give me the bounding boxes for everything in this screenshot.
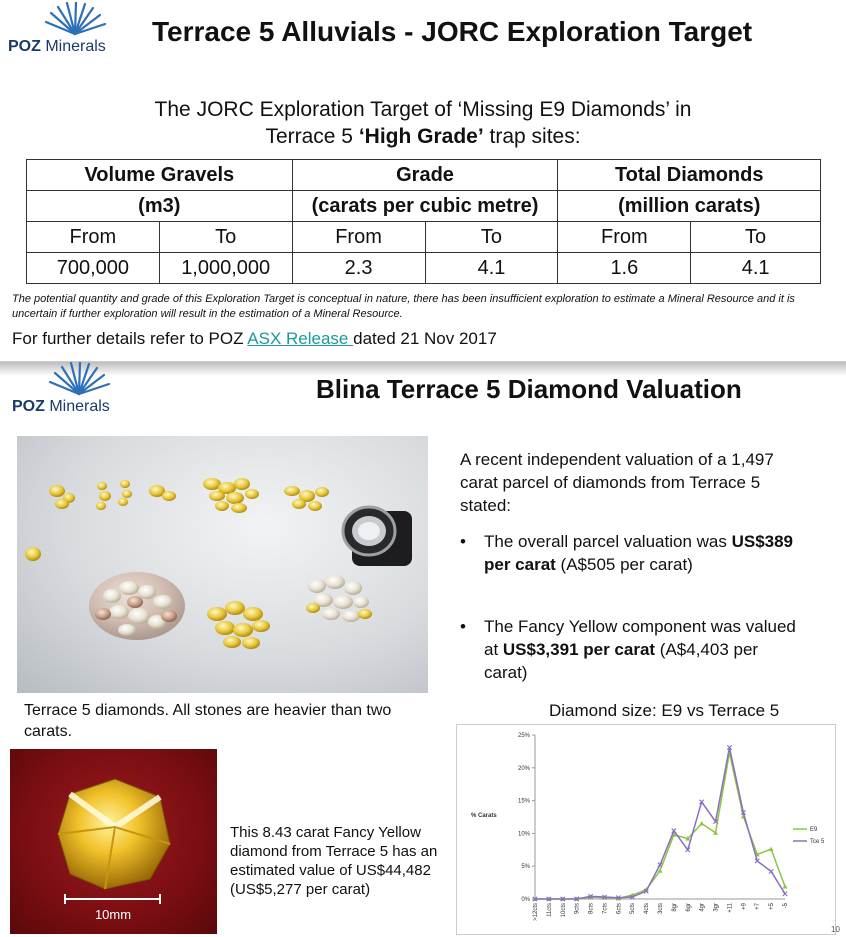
- disclaimer-text: The potential quantity and grade of this Exploration Target is conceptual in nature, there has been insufficient exploration to estimate a Mineral Resource and it is uncertain if further exploration will result in the estimation of a Mineral Resource.: [12, 293, 795, 320]
- y-tick-label: 0%: [521, 897, 530, 903]
- value-cell: 4.1: [691, 253, 821, 284]
- x-tick-label: 10cts: [560, 903, 567, 918]
- header-volume: Volume Gravels: [27, 160, 293, 191]
- photo-caption: Terrace 5 diamonds. All stones are heavier than two carats.: [24, 702, 392, 740]
- further-details: For further details refer to POZ ASX Release dated 21 Nov 2017: [12, 329, 497, 348]
- asx-release-link[interactable]: ASX Release: [247, 329, 354, 348]
- diamonds-photo: [17, 436, 428, 693]
- x-tick-label: 3gr: [713, 903, 720, 912]
- header-total-diamonds: Total Diamonds: [558, 160, 821, 191]
- data-point-e9: [699, 821, 704, 826]
- subheader-cell: From: [292, 222, 425, 253]
- x-tick-label: >12cts: [533, 903, 539, 921]
- value-cell: 1.6: [558, 253, 691, 284]
- value-cell: 700,000: [27, 253, 160, 284]
- table-row: [27, 253, 821, 284]
- diamond-size-chart: [456, 724, 836, 935]
- subheader-cell: From: [27, 222, 160, 253]
- bullet-marker: •: [460, 532, 466, 551]
- jorc-target-table: [26, 159, 821, 284]
- y-tick-label: 15%: [517, 798, 530, 805]
- x-tick-label: 3cts: [658, 903, 664, 915]
- x-tick-label: 9cts: [574, 903, 581, 915]
- bullet-marker: •: [460, 617, 466, 636]
- x-tick-label: 4gr: [699, 903, 706, 912]
- unit-total-diamonds: (million carats): [558, 191, 821, 222]
- subheader-cell: To: [691, 222, 821, 253]
- x-tick-label: -5: [783, 903, 789, 909]
- x-tick-label: +7: [755, 903, 762, 910]
- x-tick-label: 6gr: [685, 903, 692, 912]
- poz-minerals-logo: [4, 360, 134, 418]
- y-tick-label: 5%: [521, 864, 530, 871]
- subheader-cell: From: [558, 222, 691, 253]
- x-tick-label: +11: [727, 903, 734, 913]
- diamond-stones-image: [17, 436, 428, 693]
- slide-title: Terrace 5 Alluvials - JORC Exploration Target: [152, 16, 753, 47]
- value-cell: 1,000,000: [159, 253, 292, 284]
- scale-label: 10mm: [94, 907, 132, 922]
- legend-label: E9: [810, 827, 818, 833]
- data-point-tce5: [783, 892, 787, 896]
- logo-wordmark: POZ Minerals: [8, 38, 106, 55]
- value-cell: 2.3: [292, 253, 425, 284]
- poz-minerals-logo: [0, 0, 130, 58]
- loupe-icon: [343, 507, 412, 566]
- x-tick-label: 5cts: [630, 903, 637, 915]
- chart-title: Diamond size: E9 vs Terrace 5: [549, 701, 780, 720]
- legend-label: Tce 5: [810, 839, 825, 845]
- x-tick-label: 8gr: [671, 903, 678, 912]
- series-line-tce-5: [535, 747, 785, 899]
- y-axis-label: % Carats: [471, 813, 497, 819]
- slide-number: 10: [831, 925, 840, 934]
- fancy-yellow-diamond-photo: [10, 749, 217, 934]
- x-tick-label: 6cts: [616, 903, 623, 915]
- x-tick-label: 4cts: [644, 903, 651, 915]
- sunburst-icon: [44, 362, 114, 396]
- intro-text: The JORC Exploration Target of ‘Missing E9 Diamonds’ in Terrace 5 ‘High Grade’ trap sites:: [154, 98, 692, 148]
- sunburst-icon: [40, 2, 110, 36]
- y-tick-label: 10%: [517, 831, 530, 838]
- data-point-e9: [769, 847, 774, 852]
- subheader-cell: To: [159, 222, 292, 253]
- slide-jorc-target: [0, 0, 846, 362]
- data-point-e9: [783, 884, 788, 889]
- x-tick-label: 7cts: [602, 903, 609, 915]
- table-subheader-row: [27, 222, 821, 253]
- logo-wordmark: POZ Minerals: [12, 398, 110, 415]
- data-point-tce5: [769, 869, 773, 873]
- slide-title: Blina Terrace 5 Diamond Valuation: [316, 374, 742, 404]
- unit-grade: (carats per cubic metre): [292, 191, 558, 222]
- x-tick-label: +9: [741, 903, 748, 910]
- table-unit-row: [27, 191, 821, 222]
- diamond-caption: This 8.43 carat Fancy Yellow diamond from Terrace 5 has an estimated value of US$44,482 (US$5,277 per carat): [230, 824, 438, 898]
- value-cell: 4.1: [425, 253, 558, 284]
- subheader-cell: To: [425, 222, 558, 253]
- chart-svg: [457, 725, 835, 934]
- x-tick-label: 11cts: [546, 903, 553, 917]
- y-tick-label: 20%: [517, 765, 530, 772]
- table-header-row: [27, 160, 821, 191]
- valuation-intro: A recent independent valuation of a 1,497 carat parcel of diamonds from Terrace 5 stated:: [460, 450, 774, 515]
- header-grade: Grade: [292, 160, 558, 191]
- unit-volume: (m3): [27, 191, 293, 222]
- yellow-diamond-image: [10, 749, 217, 934]
- x-tick-label: +5: [769, 903, 776, 910]
- y-tick-label: 25%: [517, 733, 530, 739]
- x-tick-label: 8cts: [588, 903, 595, 915]
